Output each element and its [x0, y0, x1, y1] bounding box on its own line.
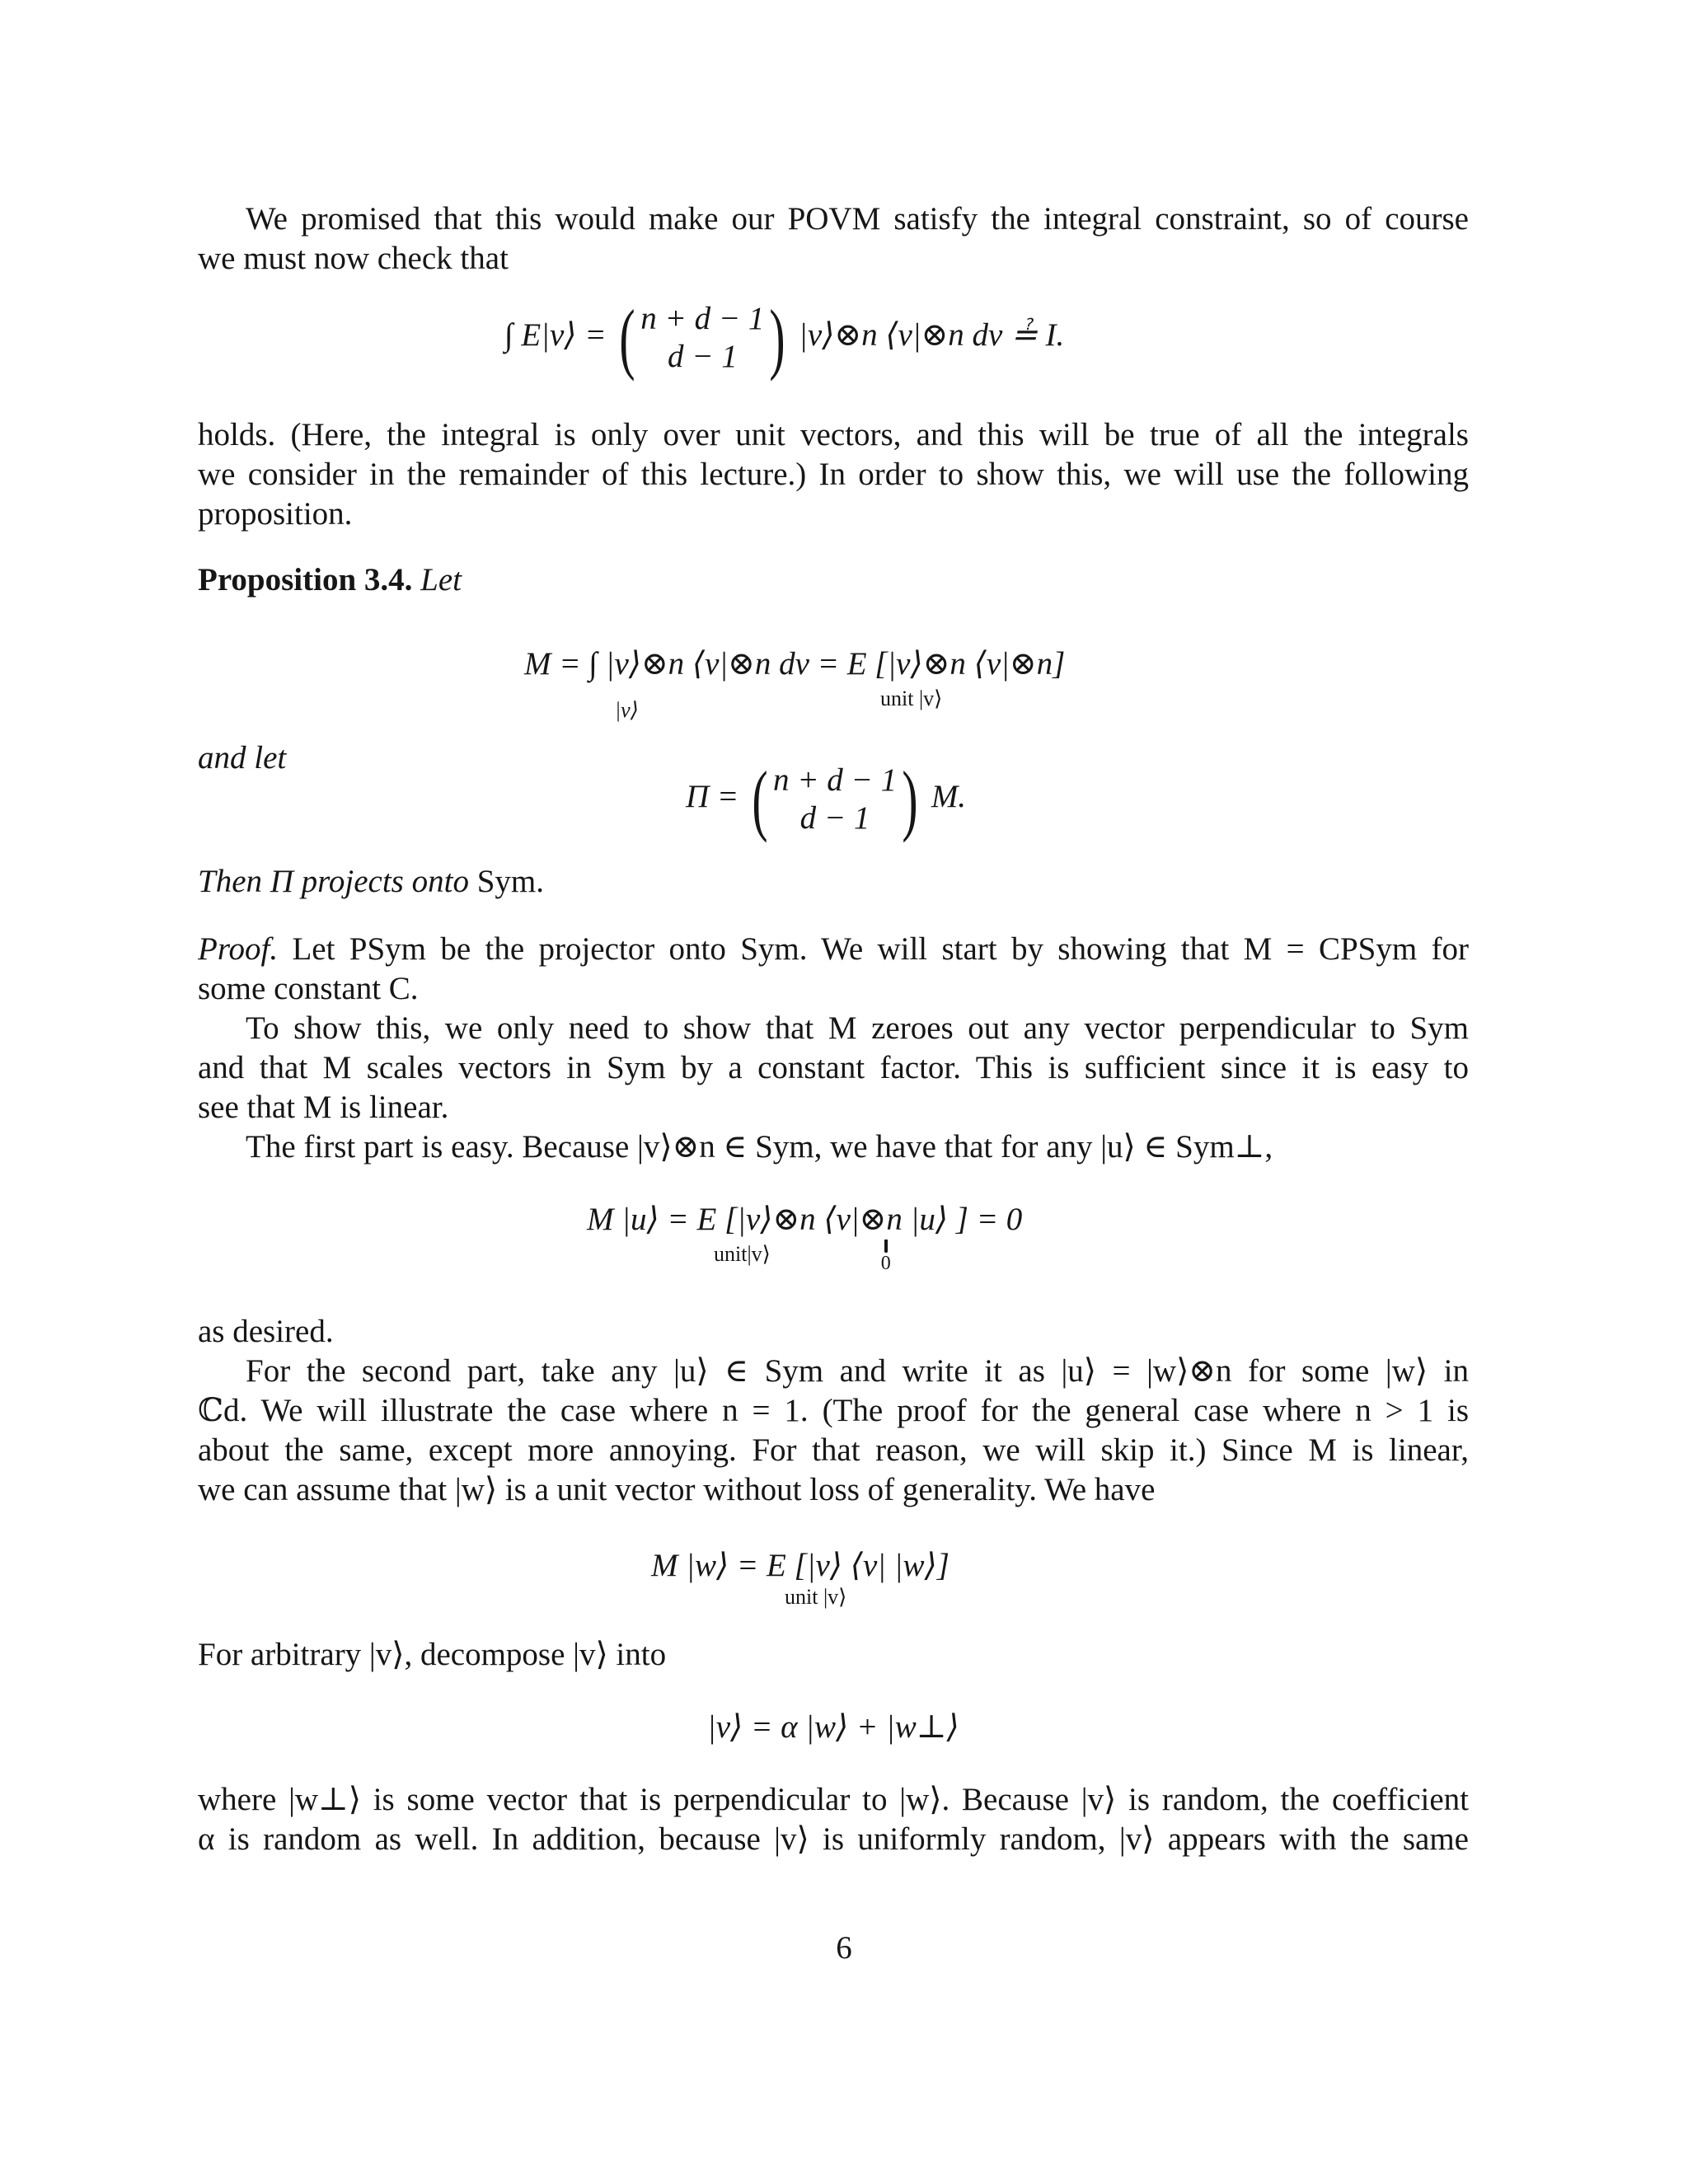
- proof-line-4: and that M scales vectors in Sym by a constant factor. This is sufficient since it is easy to: [198, 1050, 1469, 1085]
- eq5-body: M |w⟩ = E [|v⟩ ⟨v| |w⟩]: [651, 1548, 950, 1583]
- proof-line-1: [198, 930, 1469, 969]
- and-let-text: and let: [198, 740, 287, 776]
- eq4-left: M |u⟩ = E [|v⟩⊗n: [587, 1202, 816, 1237]
- eq1-binomial: ( n + d − 1 d − 1 ): [619, 293, 786, 382]
- equation-M-definition: [524, 644, 1065, 684]
- page-number: 6: [836, 1930, 852, 1966]
- holds-line-1: holds. (Here, the integral is only over unit vectors, and this will be true of all the integrals: [198, 417, 1469, 452]
- holds-line-3: proposition.: [198, 496, 353, 532]
- eq1-binom-bottom: d − 1: [667, 339, 738, 374]
- eq3-rhs: M.: [931, 778, 967, 814]
- eq3-binomial: ( n + d − 1 d − 1 ): [752, 755, 918, 843]
- eq4-expectation-subscript: unit|v⟩: [714, 1242, 771, 1266]
- eq3-binom-bottom: d − 1: [799, 800, 870, 836]
- eq4-braced: ⟨v|⊗n |u⟩: [823, 1202, 949, 1237]
- proof-line-2: some constant C.: [198, 971, 419, 1006]
- eq2-expectation-subscript: unit |v⟩: [880, 687, 943, 710]
- holds-paragraph: [198, 415, 1469, 534]
- proof-label: Proof.: [198, 931, 279, 967]
- then-statement: [198, 862, 1469, 902]
- underbrace-shape: [884, 1240, 888, 1253]
- eq3-lhs: Π =: [686, 778, 739, 814]
- desired-paragraph: [198, 1312, 1469, 1510]
- eq4-underbrace: [823, 1200, 948, 1274]
- eq4-right: ] = 0: [955, 1202, 1023, 1237]
- eq4-brace-label: 0: [880, 1253, 891, 1274]
- equation-decomposition: |v⟩ = α |w⟩ + |w⊥⟩: [707, 1709, 959, 1745]
- where-paragraph: [198, 1780, 1469, 1859]
- proof-line-6: The first part is easy. Because |v⟩⊗n ∈ Sym, we have that for any |u⟩ ∈ Sym⊥,: [246, 1129, 1273, 1165]
- arbitrary-text: For arbitrary |v⟩, decompose |v⟩ into: [198, 1637, 667, 1672]
- intro-line-2: we must now check that: [198, 241, 509, 276]
- desired-line-5: we can assume that |w⟩ is a unit vector without loss of generality. We have: [198, 1472, 1156, 1507]
- eq1-rhs: |v⟩⊗n ⟨v|⊗n dv ≟ I.: [799, 316, 1065, 353]
- intro-line-1: We promised that this would make our POVM satisfy the integral constraint, so of course: [246, 201, 1469, 237]
- where-line-2: α is random as well. In addition, because |v⟩ is uniformly random, |v⟩ appears with the same: [198, 1821, 1469, 1857]
- eq3-binom-top: n + d − 1: [772, 762, 898, 798]
- proposition-label: Proposition 3.4.: [198, 562, 413, 598]
- then-prefix: Then Π projects onto: [198, 864, 469, 899]
- proof-line-3: To show this, we only need to show that M zeroes out any vector perpendicular to Sym: [246, 1010, 1469, 1046]
- proof-paragraph: [198, 930, 1469, 1167]
- proposition-heading: [198, 560, 1469, 600]
- then-suffix: Sym.: [476, 864, 544, 899]
- proposition-let: Let: [420, 562, 462, 598]
- eq1-lhs: ∫ E|v⟩ =: [504, 316, 607, 353]
- eq5-expectation-subscript: unit |v⟩: [785, 1585, 847, 1609]
- equation-M-u: [587, 1200, 1022, 1274]
- desired-line-3: ℂd. We will illustrate the case where n = 1. (The proof for the general case where n > 1 is: [198, 1393, 1469, 1428]
- holds-line-2: we consider in the remainder of this lecture.) In order to show this, we will use the following: [198, 457, 1469, 492]
- proof-line-5: see that M is linear.: [198, 1090, 449, 1125]
- eq2-body: M = ∫ |v⟩⊗n ⟨v|⊗n dv = E [|v⟩⊗n ⟨v|⊗n]: [524, 646, 1066, 682]
- desired-line-1: as desired.: [198, 1314, 334, 1349]
- equation-integral-constraint: [504, 293, 1065, 382]
- eq1-binom-top: n + d − 1: [640, 301, 765, 336]
- where-line-1: where |w⊥⟩ is some vector that is perpendicular to |w⟩. Because |v⟩ is random, the coefficient: [198, 1782, 1469, 1817]
- proof-line-1-rest: Let PSym be the projector onto Sym. We will start by showing that M = CPSym for: [292, 931, 1469, 967]
- intro-paragraph: [198, 199, 1469, 279]
- eq2-integral-subscript: |v⟩: [615, 698, 639, 722]
- desired-line-2: For the second part, take any |u⟩ ∈ Sym and write it as |u⟩ = |w⟩⊗n for some |w⟩ in: [246, 1353, 1469, 1389]
- equation-Pi-definition: [686, 755, 967, 843]
- desired-line-4: about the same, except more annoying. For that reason, we will skip it.) Since M is linear,: [198, 1432, 1469, 1468]
